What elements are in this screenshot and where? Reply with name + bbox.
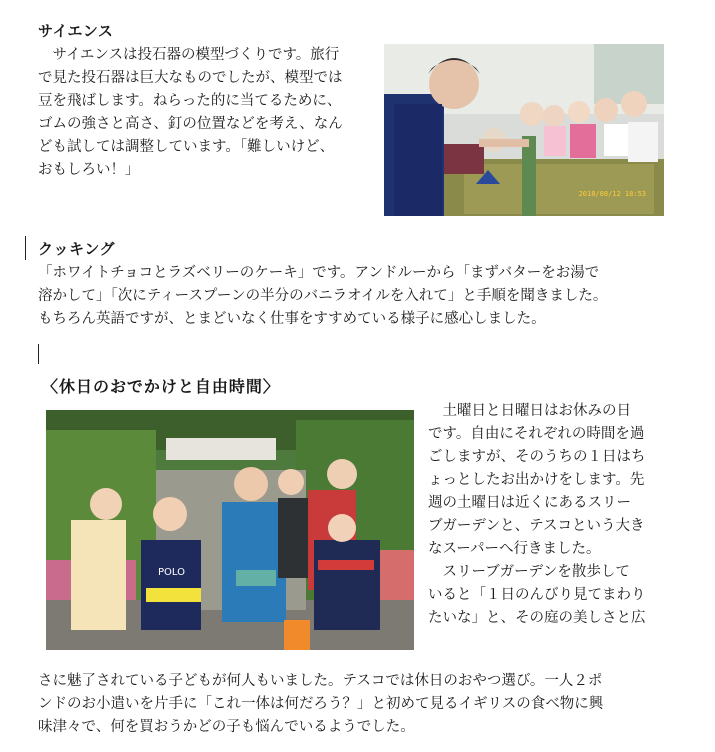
holiday-side-paragraph — [428, 400, 646, 630]
holiday-line: ごしますが、そのうちの１日はち — [428, 449, 646, 465]
text-cursor-marker — [25, 236, 26, 260]
holiday-line: です。自由にそれぞれの時間を過 — [428, 426, 645, 442]
holiday-heading: 〈休日のおでかけと自由時間〉 — [42, 377, 280, 396]
science-photo — [384, 44, 664, 216]
holiday-line: さに魅了されている子どもが何人もいました。テスコでは休日のおやつ選び。一人２ポ — [38, 673, 603, 689]
holiday-line: たいな」と、その庭の美しさと広 — [428, 610, 646, 626]
holiday-line: ブガーデンと、テスコという大き — [428, 518, 645, 534]
cooking-paragraph — [38, 262, 607, 331]
holiday-photo-illustration — [46, 410, 414, 650]
holiday-full-paragraph — [38, 670, 603, 739]
science-line: おもしろい！」 — [38, 162, 140, 178]
holiday-line: スリーブガーデンを散歩して — [428, 564, 630, 580]
cooking-line: もちろん英語ですが、とまどいなく仕事をすすめている様子に感心しました。 — [38, 311, 546, 327]
shirt-text: POLO — [158, 567, 185, 578]
photo-date-stamp: 2018/08/12 18:53 — [578, 190, 646, 198]
science-line: ども試しては調整しています。「難しいけど、 — [38, 139, 335, 155]
holiday-line: ンドのお小遣いを片手に「これ一体は何だろう？」と初めて見るイギリスの食べ物に興 — [38, 696, 604, 712]
holiday-line: なスーパーへ行きました。 — [428, 541, 601, 557]
holiday-line: いると「１日のんびり見てまわり — [428, 587, 646, 603]
holiday-photo — [46, 410, 414, 650]
science-line: サイエンスは投石器の模型づくりです。旅行 — [38, 47, 340, 63]
text-cursor-marker — [38, 344, 39, 364]
cooking-line: 「ホワイトチョコとラズベリーのケーキ」です。アンドルーから「まずバターをお湯で — [38, 265, 600, 281]
cooking-heading: クッキング — [38, 240, 116, 258]
science-line: ゴムの強さと高さ、釘の位置などを考え、なん — [38, 116, 343, 132]
science-heading: サイエンス — [38, 22, 114, 40]
science-line: で見た投石器は巨大なものでしたが、模型では — [38, 70, 343, 86]
science-line: 豆を飛ばします。ねらった的に当てるために、 — [38, 93, 342, 109]
holiday-line: 週の土曜日は近くにあるスリー — [428, 495, 631, 511]
holiday-line: 土曜日と日曜日はお休みの日 — [428, 403, 631, 419]
holiday-line: ょっとしたお出かけをします。先 — [428, 472, 645, 488]
holiday-line: 味津々で、何を買おうかどの子も悩んでいるようでした。 — [38, 719, 415, 735]
cooking-line: 溶かして」「次にティースプーンの半分のバニラオイルを入れて」と手順を聞きました。 — [38, 288, 608, 304]
science-paragraph — [38, 44, 343, 182]
